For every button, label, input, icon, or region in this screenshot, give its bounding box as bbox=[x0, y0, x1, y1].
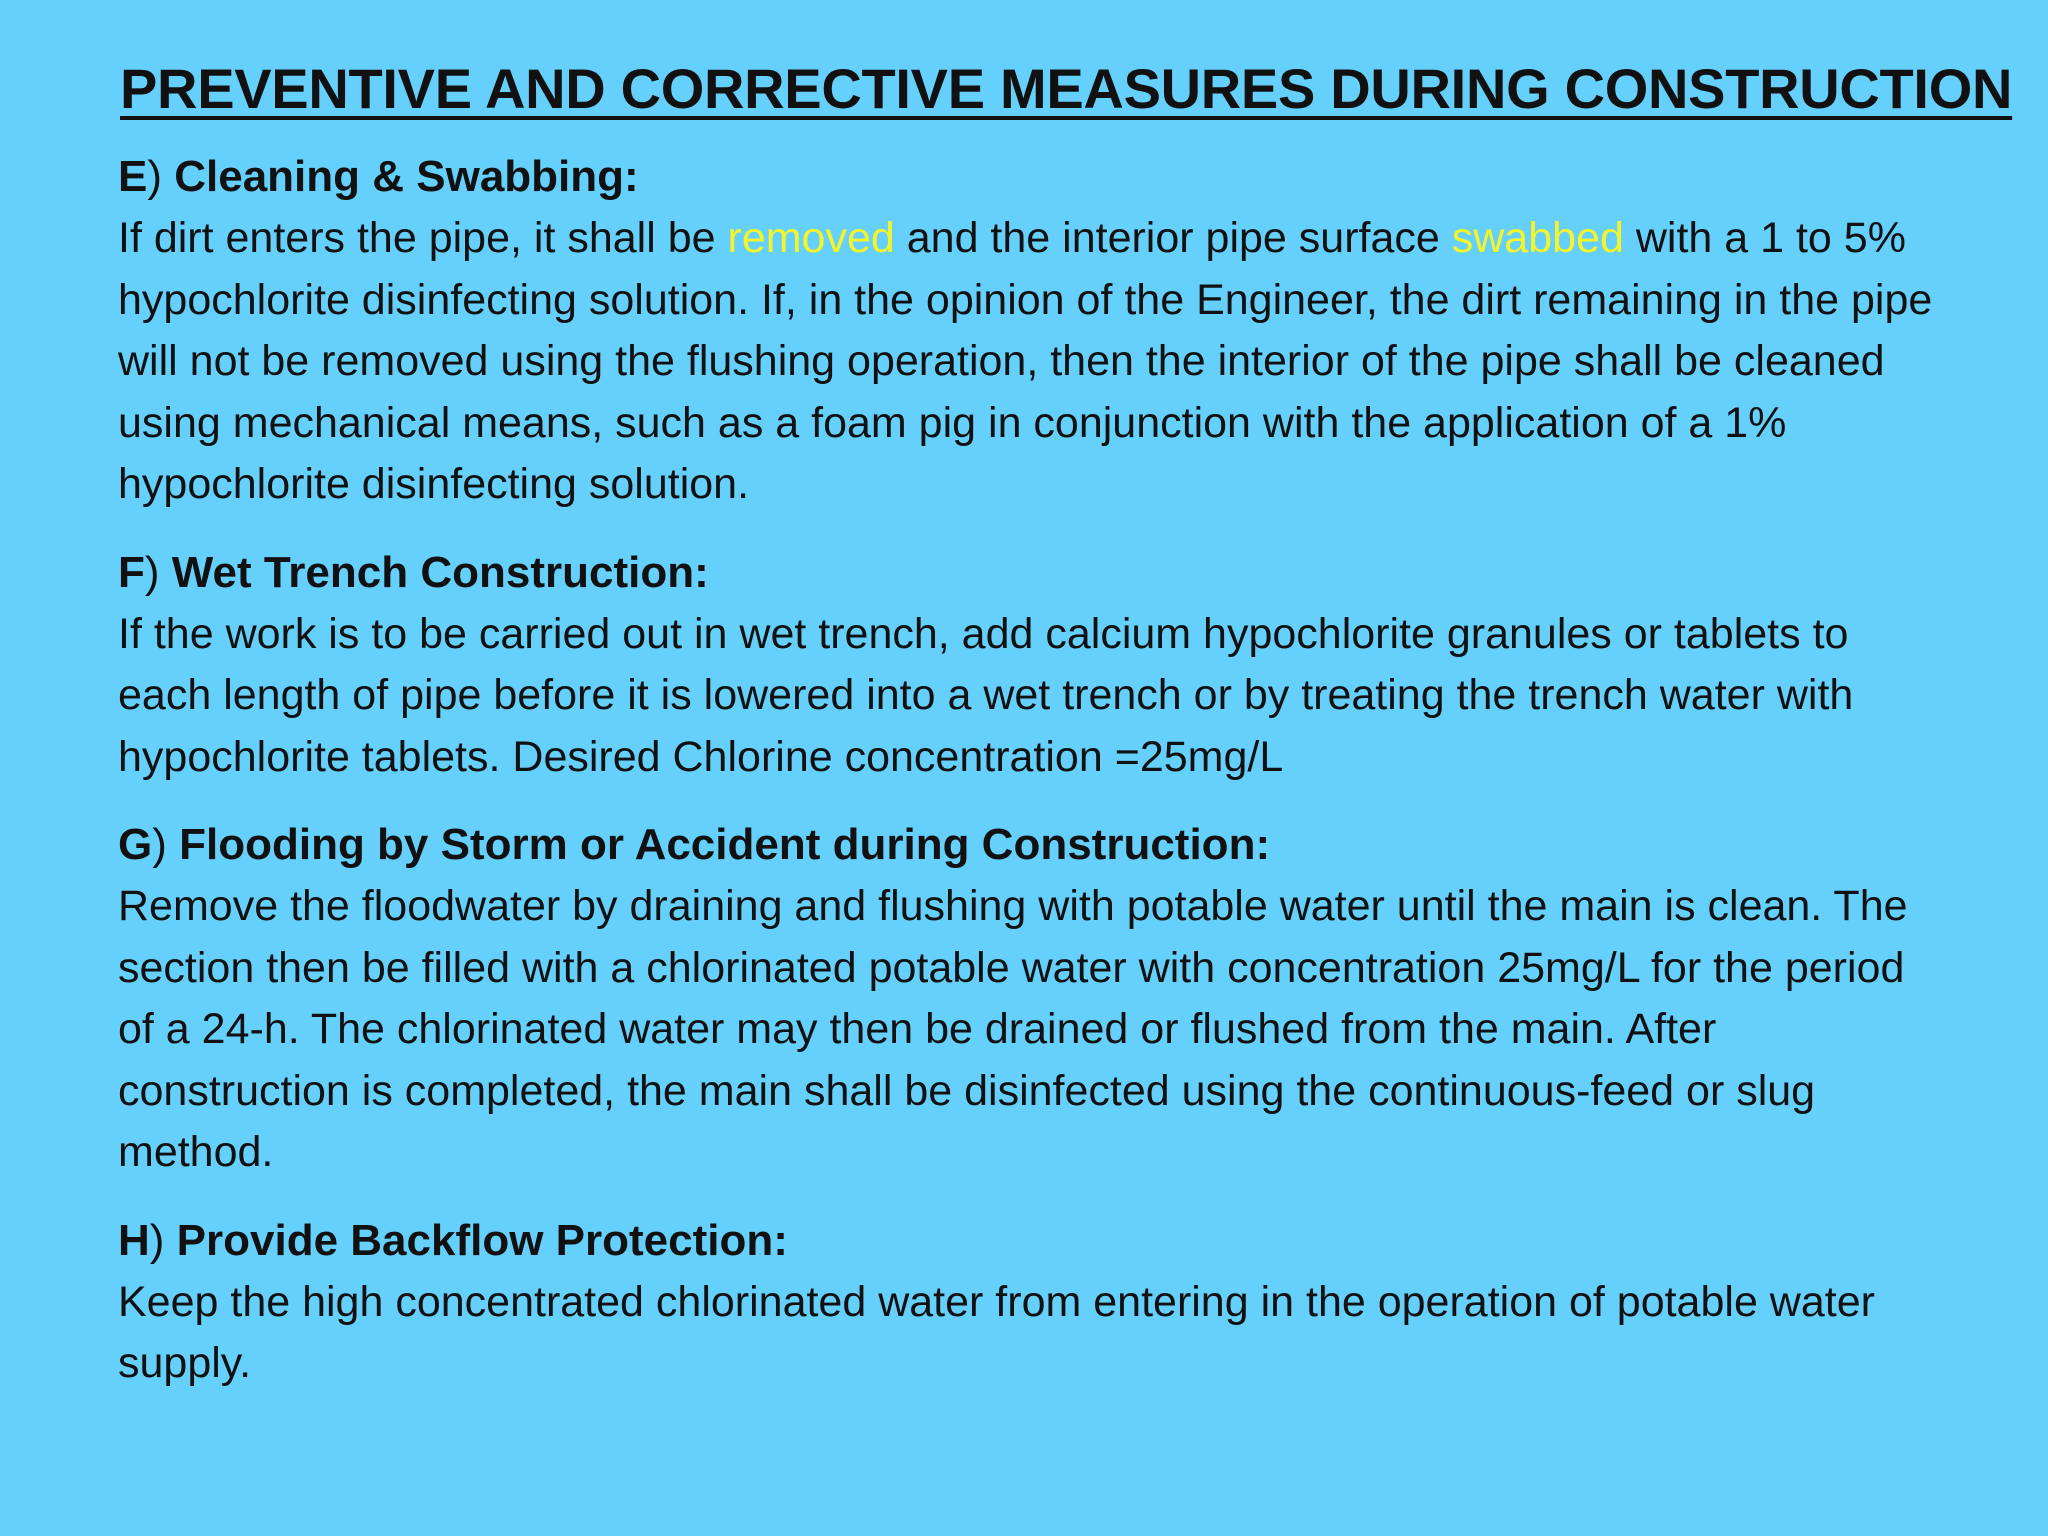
body-text: with a 1 to 5% hypochlorite disinfecting solution. If, in the opinion of the Engineer, the dirt remaining in the pipe will not be removed using the flushing operation, then the interior of the pipe shall be cleaned using mechanical means, such as a foam pig in conjunction with the application of a 1% hypochlorite disinfecting solution. bbox=[118, 214, 1933, 508]
section-body: Keep the high concentrated chlorinated water from entering in the operation of potable water supply. bbox=[118, 1277, 1875, 1387]
section-backflow bbox=[118, 1210, 1948, 1395]
section-heading-text: Provide Backflow Protection: bbox=[164, 1215, 788, 1265]
section-heading-text: Cleaning & Swabbing: bbox=[162, 152, 639, 201]
section-letter: F bbox=[118, 547, 145, 597]
section-letter: G bbox=[118, 820, 153, 869]
body-text: and the interior pipe surface bbox=[894, 214, 1452, 262]
slide-content bbox=[118, 146, 1948, 1421]
section-body bbox=[118, 208, 1948, 516]
section-heading-text: Wet Trench Construction: bbox=[159, 547, 709, 597]
section-body: Remove the floodwater by draining and flushing with potable water until the main is clean. The section then be filled with a chlorinated potable water with concentration 25mg/L for the period of a 24-h. The chlorinated water may then be drained or flushed from the main. After construction is completed, the main shall be disinfected using the continuous-feed or slug method. bbox=[118, 882, 1908, 1176]
section-flooding bbox=[118, 814, 1948, 1184]
section-heading bbox=[118, 1210, 1948, 1272]
highlighted-word: removed bbox=[727, 214, 895, 262]
section-cleaning-swabbing bbox=[118, 146, 1948, 516]
body-text: If dirt enters the pipe, it shall be bbox=[118, 214, 728, 262]
section-paren: ) bbox=[152, 820, 167, 869]
page-title: PREVENTIVE AND CORRECTIVE MEASURES DURING CONSTRUCTION bbox=[120, 57, 2013, 120]
section-paren: ) bbox=[147, 152, 163, 201]
section-wet-trench bbox=[118, 542, 1948, 789]
section-heading bbox=[118, 814, 1948, 876]
section-paren: ) bbox=[144, 547, 160, 597]
section-heading bbox=[118, 542, 1948, 604]
section-heading bbox=[118, 146, 1948, 208]
section-body: If the work is to be carried out in wet trench, add calcium hypochlorite granules or tablets to each length of pipe before it is lowered into a wet trench or by treating the trench water with hypochlorite tablets. Desired Chlorine concentration =25mg/L bbox=[118, 609, 1854, 781]
section-paren: ) bbox=[149, 1215, 165, 1265]
section-letter: H bbox=[118, 1215, 150, 1265]
section-heading-text: Flooding by Storm or Accident during Construction: bbox=[166, 820, 1271, 869]
highlighted-word: swabbed bbox=[1451, 214, 1624, 262]
section-letter: E bbox=[118, 152, 148, 201]
